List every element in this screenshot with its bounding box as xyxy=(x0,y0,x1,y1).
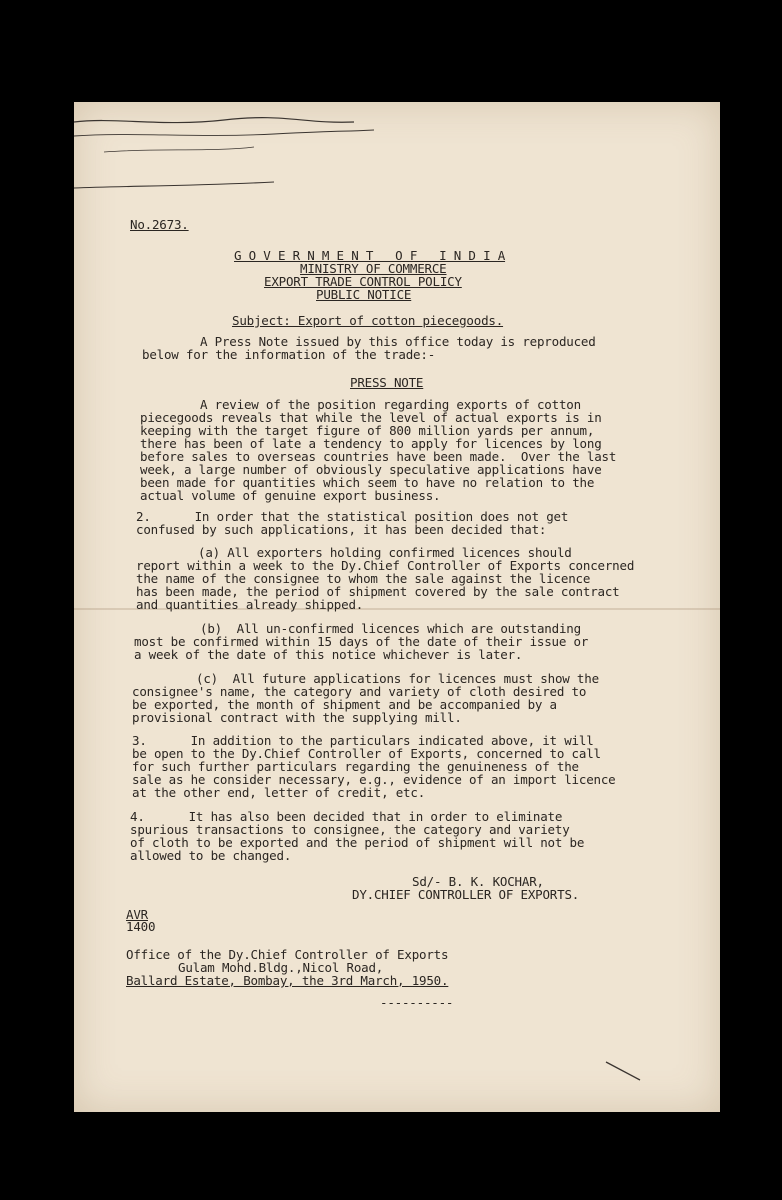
office-line-1: Office of the Dy.Chief Controller of Exports xyxy=(126,947,449,962)
para-c-line: consignee's name, the category and variety of cloth desired to xyxy=(132,684,587,699)
intro-line-2: below for the information of the trade:- xyxy=(142,347,436,362)
closing-rule: ---------- xyxy=(380,995,454,1010)
para4-line: of cloth to be exported and the period of shipment will not be xyxy=(130,835,585,850)
para1-line: piecegoods reveals that while the level of actual exports is in xyxy=(140,410,602,425)
para-a-line: has been made, the period of shipment covered by the sale contract xyxy=(136,584,620,599)
para2-line: confused by such applications, it has been decided that: xyxy=(136,522,547,537)
para1-line: keeping with the target figure of 800 million yards per annum, xyxy=(140,423,595,438)
signature-name: Sd/- B. K. KOCHAR, xyxy=(412,874,544,889)
header-policy: EXPORT TRADE CONTROL POLICY xyxy=(264,274,462,289)
intro-line-1: A Press Note issued by this office today is reproduced xyxy=(200,334,596,349)
para4-line: spurious transactions to consignee, the category and variety xyxy=(130,822,570,837)
para3-line: be open to the Dy.Chief Controller of Exports, concerned to call xyxy=(132,746,601,761)
para-b-line: (b) All un-confirmed licences which are outstanding xyxy=(200,621,581,636)
para-b-line: most be confirmed within 15 days of the date of their issue or xyxy=(134,634,589,649)
signature-title: DY.CHIEF CONTROLLER OF EXPORTS. xyxy=(352,887,580,902)
para-c-line: be exported, the month of shipment and be accompanied by a xyxy=(132,697,557,712)
para4-line: allowed to be changed. xyxy=(130,848,292,863)
para1-line: there has been of late a tendency to apply for licences by long xyxy=(140,436,602,451)
header-ministry: MINISTRY OF COMMERCE xyxy=(300,261,447,276)
para-b-line: a week of the date of this notice whichever is later. xyxy=(134,647,523,662)
para-c-line: provisional contract with the supplying mill. xyxy=(132,710,462,725)
header-public-notice: PUBLIC NOTICE xyxy=(316,287,412,302)
para1-line: A review of the position regarding exports of cotton xyxy=(200,397,581,412)
para1-line: been made for quantities which seem to have no relation to the xyxy=(140,475,595,490)
para-a-line: (a) All exporters holding confirmed licences should xyxy=(198,545,572,560)
para3-line: at the other end, letter of credit, etc. xyxy=(132,785,426,800)
para1-line: week, a large number of obviously speculative applications have xyxy=(140,462,602,477)
para3-line: for such further particulars regarding the genuineness of the xyxy=(132,759,579,774)
press-note-heading: PRESS NOTE xyxy=(350,375,424,390)
para4-line: 4. It has also been decided that in order to eliminate xyxy=(130,809,563,824)
reference-number: 1400 xyxy=(126,919,156,934)
para-a-line: report within a week to the Dy.Chief Controller of Exports concerned xyxy=(136,558,635,573)
subject-line: Subject: Export of cotton piecegoods. xyxy=(232,313,504,328)
para-a-line: and quantities already shipped. xyxy=(136,597,364,612)
document-page xyxy=(74,102,720,1112)
office-line-3: Ballard Estate, Bombay, the 3rd March, 1950. xyxy=(126,973,449,988)
document-number: No.2673. xyxy=(130,217,189,232)
para1-line: actual volume of genuine export business. xyxy=(140,488,441,503)
header-government: G O V E R N M E N T O F I N D I A xyxy=(234,248,506,263)
office-line-2: Gulam Mohd.Bldg.,Nicol Road, xyxy=(178,960,384,975)
para3-line: 3. In addition to the particulars indicated above, it will xyxy=(132,733,594,748)
para2-line: 2. In order that the statistical position does not get xyxy=(136,509,569,524)
pen-scratches xyxy=(74,102,394,202)
para3-line: sale as he consider necessary, e.g., evidence of an import licence xyxy=(132,772,616,787)
reference-initials: AVR xyxy=(126,907,148,922)
pen-mark xyxy=(604,1060,644,1084)
para-c-line: (c) All future applications for licences must show the xyxy=(196,671,599,686)
para-a-line: the name of the consignee to whom the sale against the licence xyxy=(136,571,591,586)
para1-line: before sales to overseas countries have been made. Over the last xyxy=(140,449,617,464)
